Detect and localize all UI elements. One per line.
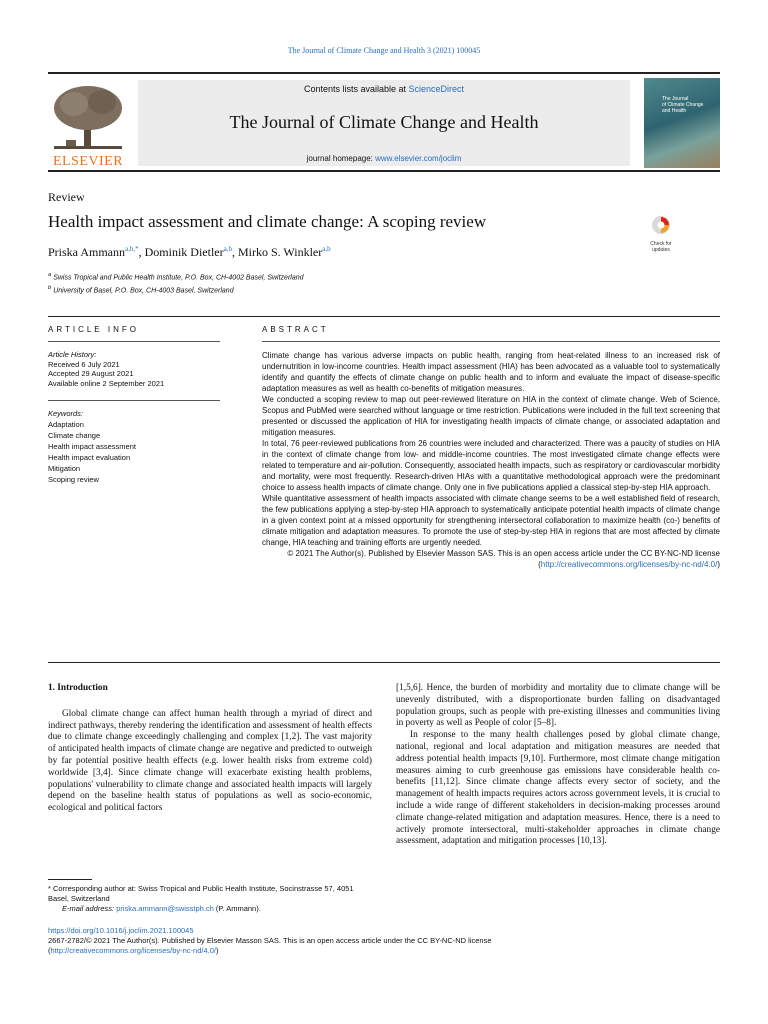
keyword-item: Climate change xyxy=(48,431,101,440)
divider xyxy=(48,662,720,663)
contents-prefix: Contents lists available at xyxy=(303,84,409,94)
cover-text xyxy=(662,96,703,114)
contents-line xyxy=(138,84,630,94)
article-history xyxy=(48,350,220,388)
issn-line: 2667-2782/© 2021 The Author(s). Published by Elsevier Masson SAS. This is an open access article under the CC BY-NC-ND license xyxy=(48,936,492,945)
abstract-copyright xyxy=(262,548,720,570)
footer-license-link[interactable]: http://creativecommons.org/licenses/by-nc-nd/4.0/ xyxy=(50,946,216,955)
body-column-right xyxy=(396,683,720,848)
keyword-item: Mitigation xyxy=(48,464,81,473)
footnote-divider xyxy=(48,879,92,880)
abstract-paragraph: We conducted a scoping review to map out peer-reviewed literature on HIA in the context of climate change. Web of Science, Scopus and PubMed were searched without language or time restriction. Publications were included in the full text screening that presented or discussed the application of HIA for investigating health impacts of climate change, or associated adaptation and mitigation measures. xyxy=(262,395,720,437)
email-label: E-mail address: xyxy=(62,904,117,913)
abstract-body xyxy=(262,350,720,570)
author-affiliation-sup[interactable]: a,b xyxy=(322,245,331,253)
doi-link[interactable]: https://doi.org/10.1016/j.joclim.2021.100045 xyxy=(48,926,194,935)
journal-cover-thumbnail[interactable] xyxy=(644,78,720,168)
email-note xyxy=(48,904,372,914)
keyword-item: Health impact evaluation xyxy=(48,453,131,462)
history-label: Article History: xyxy=(48,350,97,359)
author-separator: , xyxy=(138,245,145,259)
body-paragraph: In response to the many health challenges posed by global climate change, national, regional and local adaptation and mitigation measures are needed that address potential health impacts [9,10]. Furthermore, most climate change mitigation measures aiming to curb greenhouse gas emissions have considerable health co-benefits [11,12]. Since climate change affects every sector of society, and the management of health impacts requires actors across government levels, it is crucial to include a wide range of different stakeholders in decision-making processes around climate change-related mitigation and adaptation measures. Hence, there is a need to actively promote intersectoral, multi-stakeholder approaches in climate change assessment, adaptation and mitigation processes [10,13]. xyxy=(396,730,720,847)
homepage-prefix: journal homepage: xyxy=(306,154,376,163)
keywords xyxy=(48,408,220,485)
article-info-heading: ARTICLE INFO xyxy=(48,325,139,334)
paren: ) xyxy=(216,946,219,955)
cover-text-line: of Climate Change xyxy=(662,102,704,108)
masthead xyxy=(48,72,720,172)
masthead-center xyxy=(138,80,630,166)
crossmark-icon xyxy=(648,214,674,236)
divider xyxy=(48,400,220,401)
affiliation-sup: a xyxy=(48,272,52,278)
corresponding-author-note: * Corresponding author at: Swiss Tropical and Public Health Institute, Socinstrasse 57, 4051 Basel, Switzerland xyxy=(48,884,354,903)
paren: ( xyxy=(48,946,51,955)
divider xyxy=(48,316,720,317)
author-list xyxy=(48,245,331,260)
affiliation-sup: b xyxy=(48,285,52,292)
body-paragraph: Global climate change can affect human health through a myriad of direct and indirect pathways, thereby rendering the identification and assessment of health effects due to climate change exceedingly challenging and complex [1,2]. The vast majority of anticipated health impacts of climate change are negative and predicted to outweigh by far potential positive health effects (e.g. lower health risks from extreme cold) worldwide [3,4]. Since climate change will exacerbate existing health problems, populations' vulnerability to climate change and associated health impacts will largely depend on the baseline health status of populations as well as socio-economic, ecological and political factors xyxy=(48,708,372,814)
affiliation-text: University of Basel, P.O. Box, CH-4003 Basel, Switzerland xyxy=(53,287,234,295)
keywords-label: Keywords: xyxy=(48,409,84,418)
copyright-text: © 2021 The Author(s). Published by Elsevier Masson SAS. This is an open access article under the CC BY-NC-ND license ( xyxy=(287,549,720,569)
author-name[interactable]: Mirko S. Winkler xyxy=(237,245,323,259)
homepage-link[interactable]: www.elsevier.com/joclim xyxy=(375,154,462,163)
running-header[interactable]: The Journal of Climate Change and Health 3 (2021) 100045 xyxy=(287,46,481,55)
keyword-item: Adaptation xyxy=(48,420,84,429)
elsevier-logo[interactable] xyxy=(48,82,128,168)
divider xyxy=(48,341,220,342)
journal-title: The Journal of Climate Change and Health xyxy=(229,112,539,132)
sciencedirect-link[interactable]: ScienceDirect xyxy=(408,84,465,94)
affiliation-item xyxy=(48,270,304,283)
author-affiliation-sup[interactable]: a,b,* xyxy=(125,245,139,253)
history-item: Received 6 July 2021 xyxy=(48,359,120,369)
homepage-line xyxy=(138,154,630,163)
affiliation-text: Swiss Tropical and Public Health Institute, P.O. Box, CH-4002 Basel, Switzerland xyxy=(53,274,304,282)
license-link[interactable]: http://creativecommons.org/licenses/by-nc-nd/4.0/ xyxy=(540,560,718,569)
copyright-end: ) xyxy=(717,560,720,569)
article-type: Review xyxy=(48,190,85,204)
body-paragraph: [1,5,6]. Hence, the burden of morbidity and mortality due to climate change will be unevenly distributed, with a disproportionate burden falling on disadvantaged population groups, such as people with pre-existing illnesses and communities living in poverty as well as People of color [5–8]. xyxy=(396,683,720,729)
paper-title: Health impact assessment and climate change: A scoping review xyxy=(48,212,487,231)
tree-icon xyxy=(48,82,128,152)
history-item: Accepted 29 August 2021 xyxy=(48,369,134,378)
author-name[interactable]: Dominik Dietler xyxy=(144,245,224,259)
email-link[interactable]: priska.ammann@swisstph.ch xyxy=(116,904,214,913)
email-suffix: (P. Ammann). xyxy=(213,904,261,913)
keyword-item: Scoping review xyxy=(48,475,99,484)
cover-text-line: and Health xyxy=(662,108,687,114)
footnotes xyxy=(48,884,372,914)
abstract-paragraph: Climate change has various adverse impacts on public health, ranging from heat-related illness to an increased risk of undernutrition in low-income countries. Health impact assessment (HIA) has been advocated as a valuable tool to systematically identify and quantify the effects of climate change on public health and to inform and evaluate the impact of disease-specific adaptation measures as well as health co-benefits of mitigation measures. xyxy=(262,351,720,393)
crossmark-label: Check for updates xyxy=(650,241,672,253)
footer-license xyxy=(48,946,720,956)
publisher-wordmark: ELSEVIER xyxy=(52,154,124,169)
page-footer xyxy=(48,926,720,956)
affiliation-item xyxy=(48,283,304,296)
abstract-paragraph: In total, 76 peer-reviewed publications from 26 countries were included and characterized. There was a paucity of studies on HIA in the context of climate change from low- and middle-income countries. The most investigated climate change effects were related to temperature and air-pollution. Consequently, associated health impacts, such as respiratory or cardiovascular morbidity and mortality, were most frequently. Research-driven HIAs with a quantitative methodological approach were the predominant choice to assess health impacts of climate change. Only one in five publications applied a classical step-by-step HIA approach. xyxy=(262,439,720,492)
keyword-item: Health impact assessment xyxy=(48,442,136,451)
author-affiliation-sup[interactable]: a,b xyxy=(223,245,232,253)
crossmark-button[interactable] xyxy=(648,214,674,253)
abstract-heading: ABSTRACT xyxy=(262,325,329,334)
abstract-paragraph: While quantitative assessment of health impacts associated with climate change seems to be a well established field of research, the few publications applying a step-by-step HIA approach to systematically anticipate potential health impacts of climate change in a given context point at a missed opportunity for strengthening intersectoral collaboration to maximize health (co-) benefits of climate mitigation and adaptation measures. To promote the use of step-by-step HIA in regions that are most affected by climate change, HIA teaching and training efforts are urgently needed. xyxy=(262,494,720,547)
author-name[interactable]: Priska Ammann xyxy=(48,245,125,259)
affiliations xyxy=(48,270,304,297)
divider xyxy=(262,341,720,342)
body-column-left xyxy=(48,683,372,815)
section-heading: 1. Introduction xyxy=(48,683,108,693)
history-item: Available online 2 September 2021 xyxy=(48,378,165,388)
cover-text-line: The Journal xyxy=(662,96,689,102)
author-separator: , xyxy=(231,245,238,259)
